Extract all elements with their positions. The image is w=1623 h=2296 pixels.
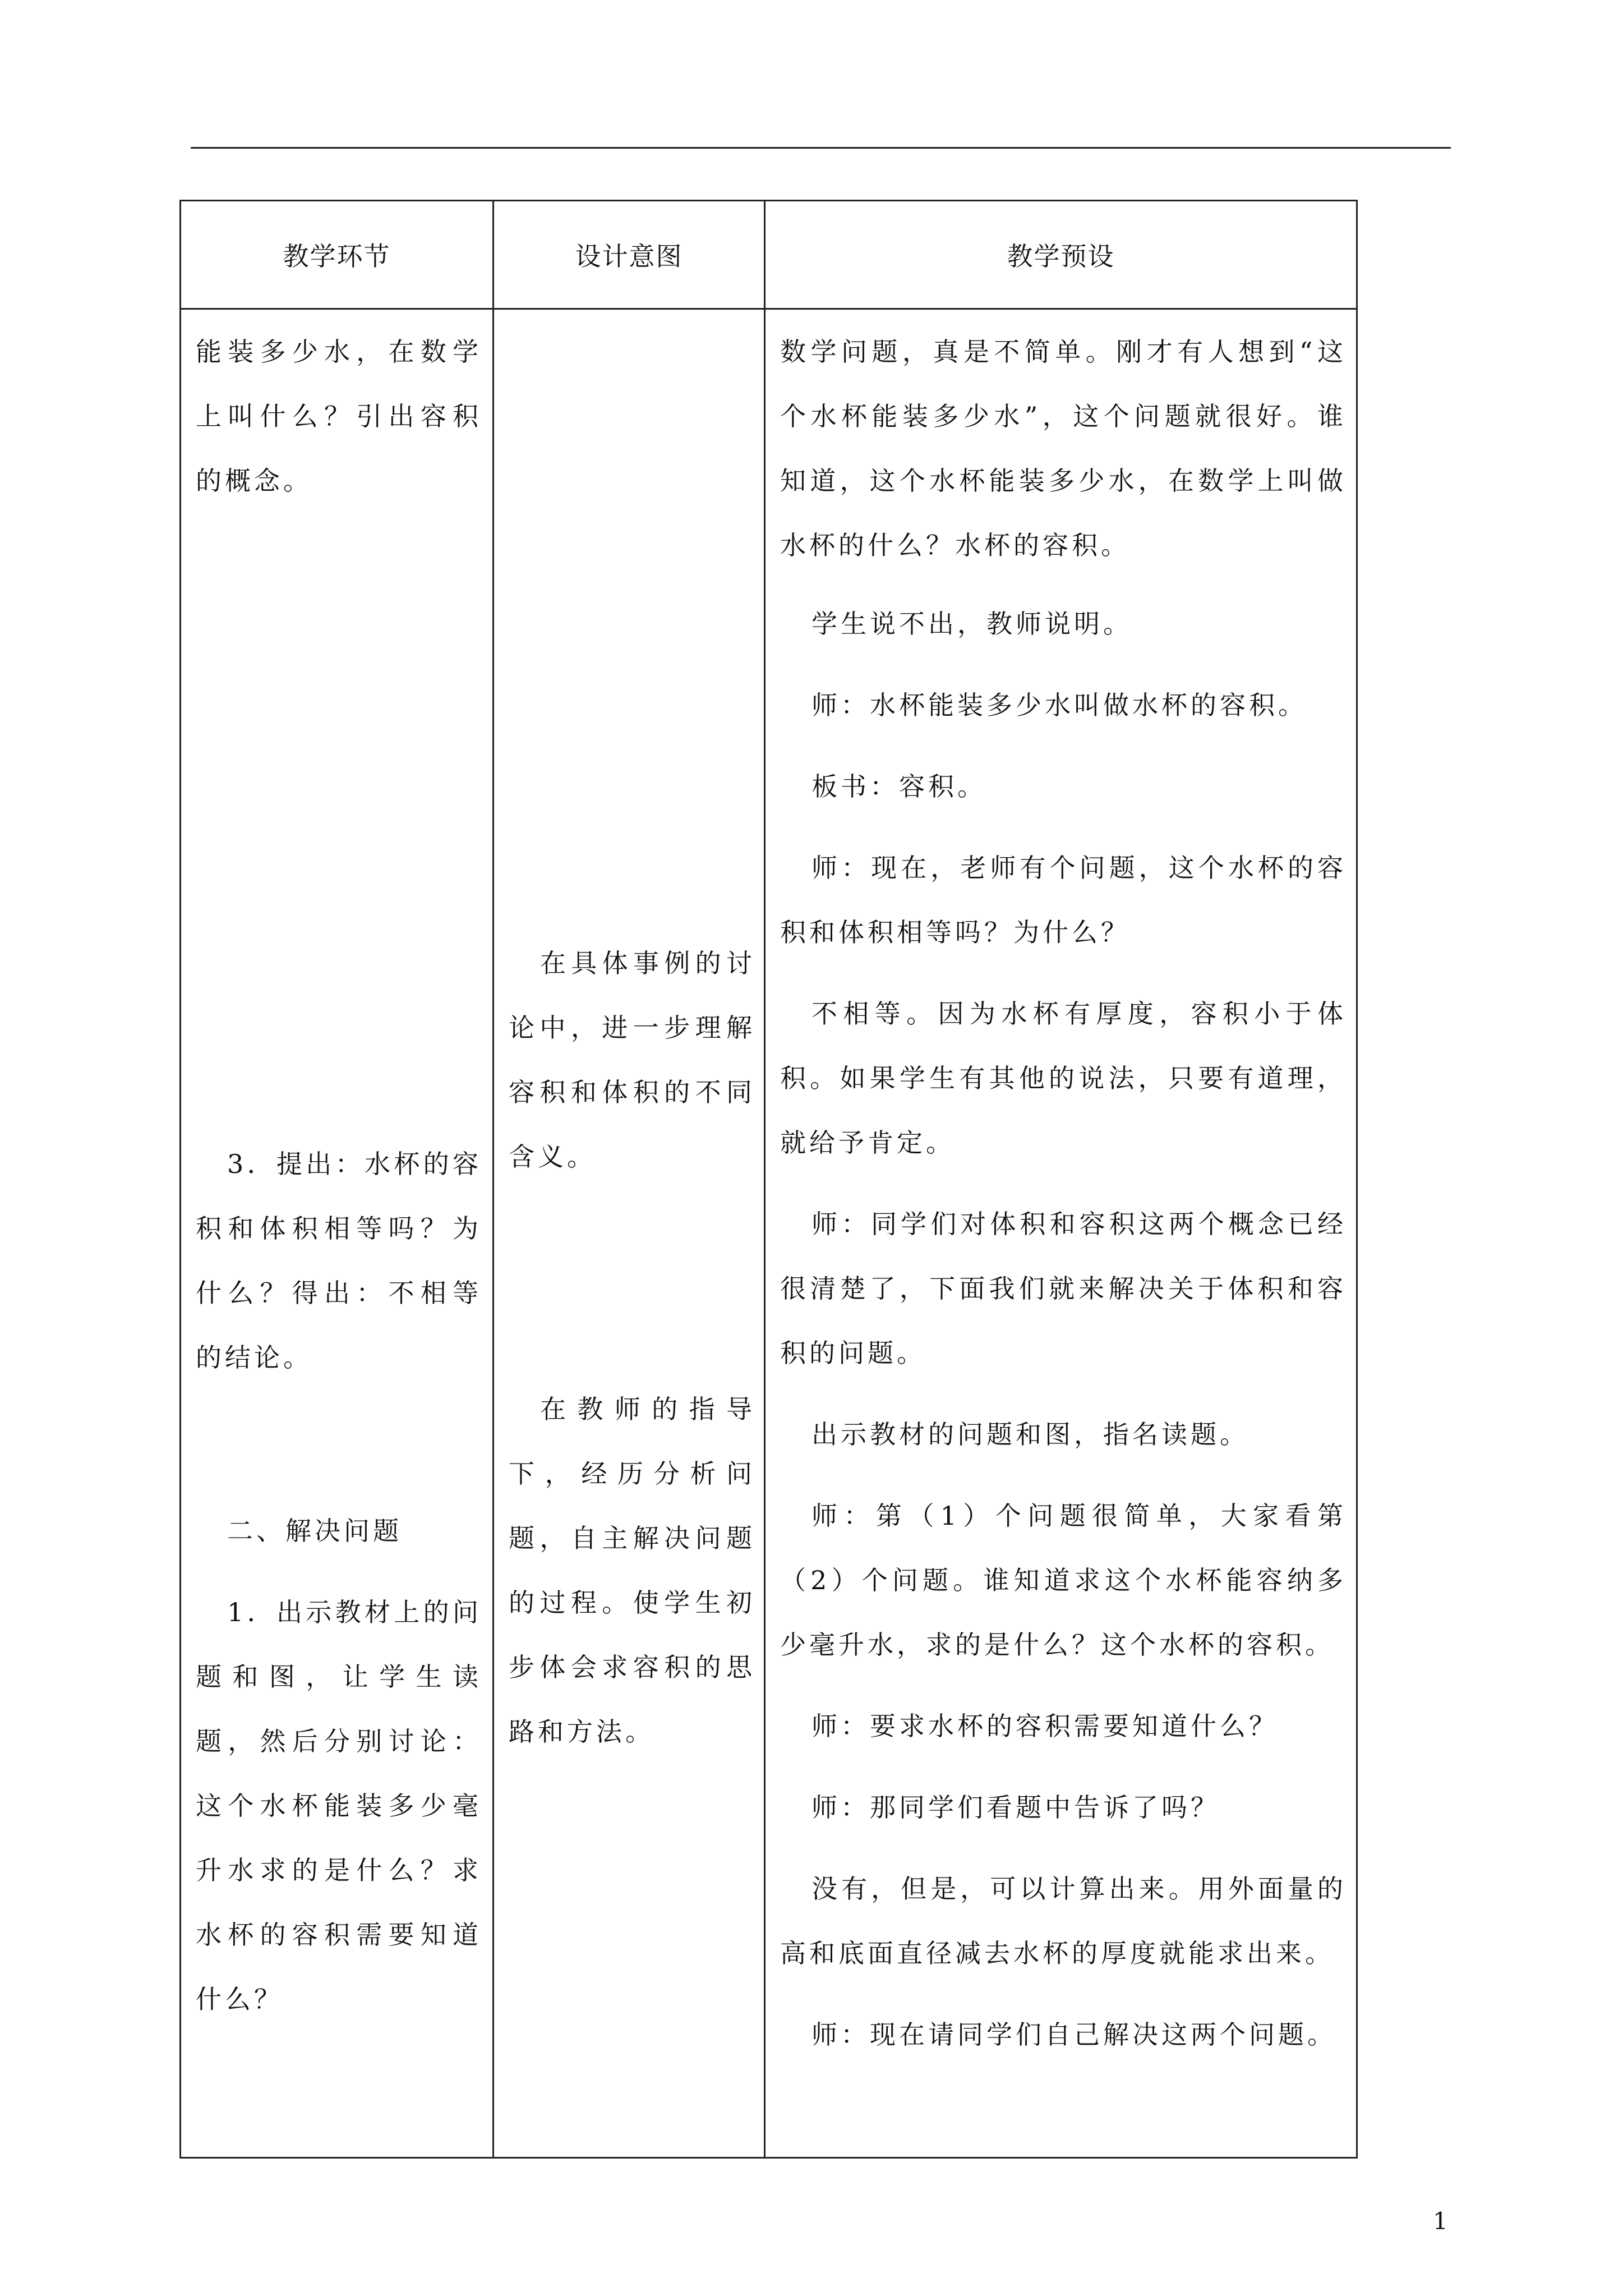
header-rule xyxy=(191,147,1451,149)
plan-paragraph: 师：水杯能装多少水叫做水杯的容积。 xyxy=(811,690,1307,720)
plan-paragraph: 师：第（1）个问题很简单，大家看第（2）个问题。谁知道求这个水杯能容纳多少毫升水，求的是什么？这个水杯的容积。 xyxy=(780,1501,1347,1660)
plan-paragraph: 师：要求水杯的容积需要知道什么？ xyxy=(811,1711,1278,1741)
plan-paragraph: 板书：容积。 xyxy=(811,771,986,802)
plan-paragraph: 数学问题，真是不简单。刚才有人想到“这个水杯能装多少水”，这个问题就很好。谁知道，这个水杯能装多少水，在数学上叫做水杯的什么？水杯的容积。 xyxy=(780,337,1347,560)
page-number: 1 xyxy=(1433,2207,1448,2235)
plan-paragraph: 没有，但是，可以计算出来。用外面量的高和底面直径减去水杯的厚度就能求出来。 xyxy=(780,1874,1347,1968)
stage-paragraph: 能装多少水，在数学上叫什么？引出容积的概念。 xyxy=(196,337,482,496)
table-body-row xyxy=(181,309,1357,2158)
design-intent-cell xyxy=(494,309,765,2158)
stage-paragraph: 1．出示教材上的问题和图，让学生读题，然后分别讨论：这个水杯能装多少毫升水求的是什么？求水杯的容积需要知道什么？ xyxy=(196,1597,482,2014)
lesson-plan-table xyxy=(179,200,1358,2159)
table-header-row xyxy=(181,201,1357,309)
stage-paragraph: 3．提出：水杯的容积和体积相等吗？为什么？得出：不相等的结论。 xyxy=(196,1149,482,1373)
header-design-intent: 设计意图 xyxy=(494,201,765,309)
header-teaching-stage: 教学环节 xyxy=(181,201,494,309)
plan-paragraph: 学生说不出，教师说明。 xyxy=(811,609,1132,639)
plan-paragraph: 师：那同学们看题中告诉了吗？ xyxy=(811,1792,1220,1823)
plan-paragraph: 师：现在请同学们自己解决这两个问题。 xyxy=(811,2019,1336,2050)
intent-paragraph: 在具体事例的讨论中，进一步理解容积和体积的不同含义。 xyxy=(509,948,755,1172)
intent-paragraph: 在教师的指导下，经历分析问题，自主解决问题的过程。使学生初步体会求容积的思路和方法。 xyxy=(509,1394,755,1747)
plan-paragraph: 出示教材的问题和图，指名读题。 xyxy=(811,1419,1249,1450)
header-teaching-plan: 教学预设 xyxy=(765,201,1357,309)
plan-paragraph: 师：现在，老师有个问题，这个水杯的容积和体积相等吗？为什么？ xyxy=(780,853,1347,947)
teaching-stage-cell xyxy=(181,309,494,2158)
teaching-plan-cell xyxy=(765,309,1357,2158)
plan-paragraph: 不相等。因为水杯有厚度，容积小于体积。如果学生有其他的说法，只要有道理，就给予肯定。 xyxy=(780,999,1347,1158)
stage-heading: 二、解决问题 xyxy=(227,1516,402,1546)
plan-paragraph: 师：同学们对体积和容积这两个概念已经很清楚了，下面我们就来解决关于体积和容积的问题。 xyxy=(780,1209,1347,1368)
